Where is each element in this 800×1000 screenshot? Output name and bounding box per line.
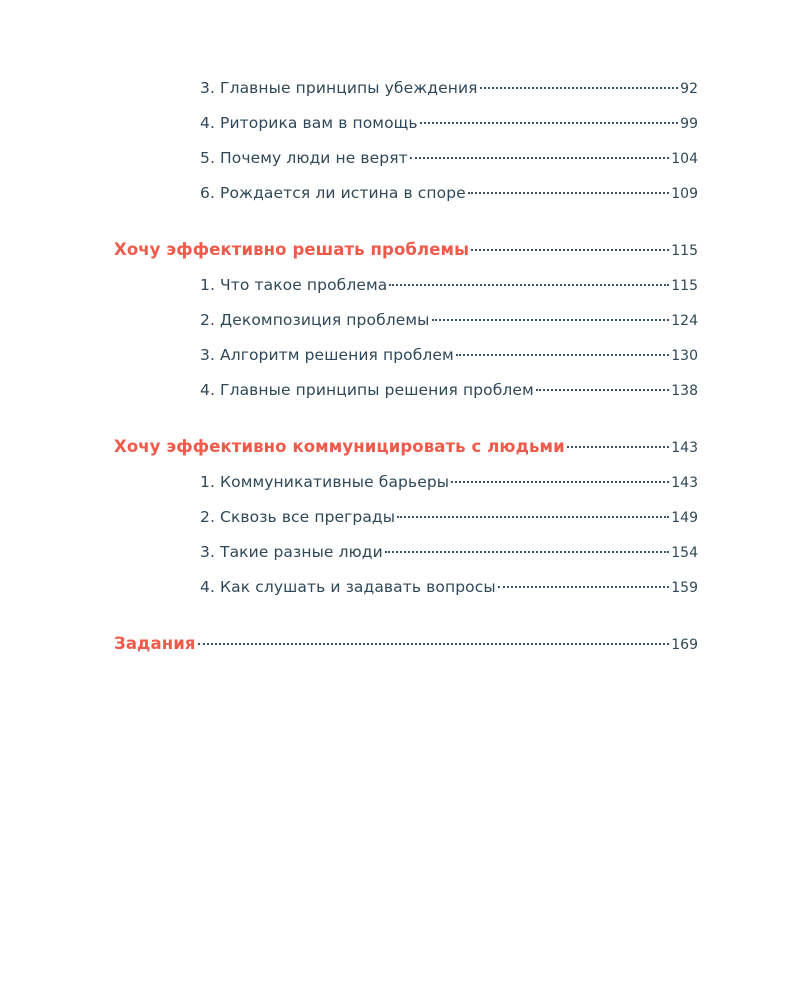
toc-chapter-page: 115	[671, 243, 698, 259]
toc-chapter-page: 169	[671, 637, 698, 653]
toc-item[interactable]	[114, 472, 698, 507]
toc-item[interactable]	[114, 380, 698, 415]
toc-item-page: 159	[671, 580, 698, 596]
toc-item-title: 5. Почему люди не верят	[200, 149, 408, 167]
toc-item-title: 1. Что такое проблема	[200, 276, 388, 294]
toc-item-title: 1. Коммуникативные барьеры	[200, 473, 450, 491]
toc-item-page: 154	[671, 545, 698, 561]
leader-dots	[480, 87, 679, 89]
leader-dots	[198, 643, 670, 645]
toc-item-page: 99	[680, 116, 698, 132]
group-spacer	[114, 612, 698, 634]
toc-item-title: 4. Главные принципы решения проблем	[200, 381, 534, 399]
toc-item[interactable]	[114, 507, 698, 542]
toc-chapter[interactable]	[114, 437, 698, 472]
leader-dots	[498, 586, 670, 588]
group-spacer	[114, 415, 698, 437]
toc-chapter-page: 143	[671, 440, 698, 456]
leader-dots	[420, 122, 679, 124]
leader-dots	[536, 389, 669, 391]
toc-chapter[interactable]	[114, 240, 698, 275]
toc-item-page: 124	[671, 313, 698, 329]
toc-item-title: 2. Сквозь все преграды	[200, 508, 396, 526]
toc-item[interactable]	[114, 78, 698, 113]
toc-item[interactable]	[114, 310, 698, 345]
leader-dots	[389, 284, 669, 286]
toc-item[interactable]	[114, 345, 698, 380]
leader-dots	[385, 551, 670, 553]
toc-item-page: 92	[680, 81, 698, 97]
leader-dots	[471, 249, 669, 251]
toc-item[interactable]	[114, 148, 698, 183]
toc-item[interactable]	[114, 542, 698, 577]
toc-item-title: 4. Риторика вам в помощь	[200, 114, 418, 132]
group-spacer	[114, 218, 698, 240]
toc-chapter-title: Хочу эффективно коммуницировать с людьми	[114, 437, 565, 456]
toc-item-page: 104	[671, 151, 698, 167]
leader-dots	[468, 192, 669, 194]
leader-dots	[451, 481, 669, 483]
toc-item-page: 109	[671, 186, 698, 202]
leader-dots	[410, 157, 669, 159]
toc-item-page: 149	[671, 510, 698, 526]
toc-item[interactable]	[114, 113, 698, 148]
toc-item-title: 4. Как слушать и задавать вопросы	[200, 578, 496, 596]
toc-chapter-title: Хочу эффективно решать проблемы	[114, 240, 470, 259]
toc-item-title: 3. Главные принципы убеждения	[200, 79, 478, 97]
toc-item-title: 3. Такие разные люди	[200, 543, 383, 561]
toc-item[interactable]	[114, 275, 698, 310]
table-of-contents	[114, 78, 698, 669]
toc-chapter-title: Задания	[114, 634, 196, 653]
leader-dots	[456, 354, 669, 356]
toc-item[interactable]	[114, 577, 698, 612]
leader-dots	[567, 446, 669, 448]
toc-item-page: 143	[671, 475, 698, 491]
toc-item-page: 115	[671, 278, 698, 294]
leader-dots	[397, 516, 669, 518]
toc-item-title: 2. Декомпозиция проблемы	[200, 311, 430, 329]
leader-dots	[432, 319, 670, 321]
toc-item-page: 130	[671, 348, 698, 364]
toc-item-title: 3. Алгоритм решения проблем	[200, 346, 454, 364]
toc-item-title: 6. Рождается ли истина в споре	[200, 184, 466, 202]
toc-chapter[interactable]	[114, 634, 698, 669]
toc-item-page: 138	[671, 383, 698, 399]
toc-item[interactable]	[114, 183, 698, 218]
